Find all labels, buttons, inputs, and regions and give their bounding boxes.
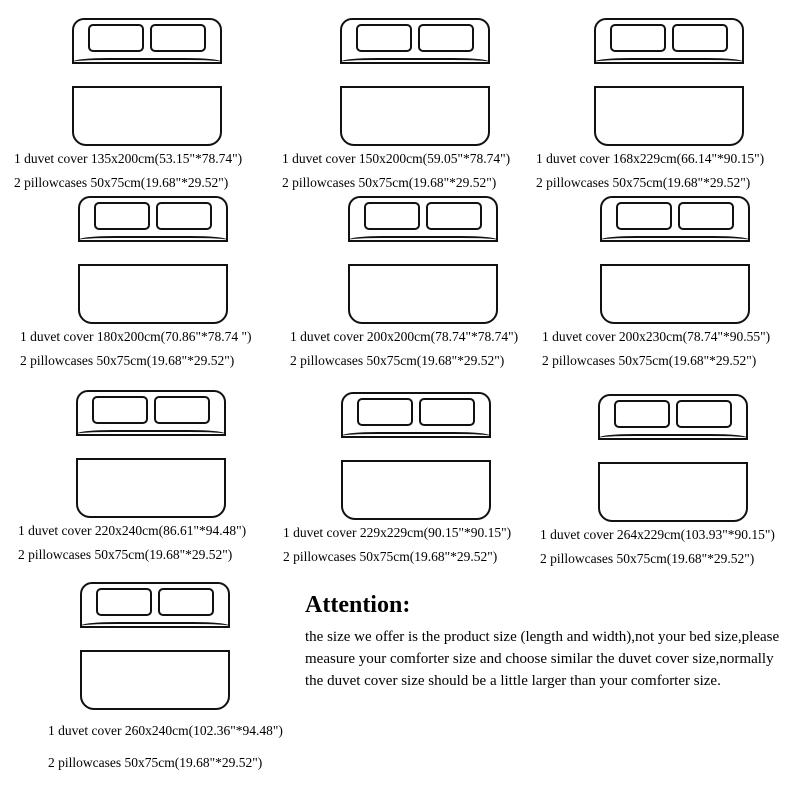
pillow-left-icon xyxy=(94,202,150,230)
duvet-body xyxy=(354,266,492,322)
duvet-size-text: 1 duvet cover 260x240cm(102.36"*94.48") xyxy=(48,723,283,738)
pillow-right-icon xyxy=(158,588,214,616)
pillow-left-icon xyxy=(610,24,666,52)
duvet-fold-curve xyxy=(80,626,230,652)
pillow-area xyxy=(88,202,218,232)
duvet-size-text: 1 duvet cover 229x229cm(90.15"*90.15") xyxy=(283,525,512,540)
pillow-right-icon xyxy=(678,202,734,230)
bed-icon xyxy=(348,196,498,324)
duvet-size-text: 1 duvet cover 200x200cm(78.74"*78.74") xyxy=(290,329,519,344)
attention-body: the size we offer is the product size (length and width),not your bed size,please measure your comforter size and choose similar the duvet cover size,normally the duvet cover size should be a little larger than your comforter size. xyxy=(305,629,780,689)
size-option-150x200 xyxy=(282,18,548,189)
pillowcase-size-text: 2 pillowcases 50x75cm(19.68"*29.52") xyxy=(14,174,229,190)
duvet-fold-curve xyxy=(594,62,744,88)
duvet-body xyxy=(347,462,485,518)
duvet-body xyxy=(600,88,738,144)
bed-illustration-wrap xyxy=(290,196,556,324)
size-caption xyxy=(18,524,284,561)
attention-heading: Attention: xyxy=(305,592,411,618)
bed-illustration-wrap xyxy=(18,390,284,518)
duvet-body xyxy=(82,460,220,516)
duvet-size-text: 1 duvet cover 200x230cm(78.74"*90.55") xyxy=(542,329,771,344)
pillow-area xyxy=(604,24,734,54)
size-caption xyxy=(536,152,800,189)
bed-illustration-wrap xyxy=(282,18,548,146)
pillow-right-icon xyxy=(418,24,474,52)
duvet-fold-curve xyxy=(598,438,748,464)
bed-icon xyxy=(76,390,226,518)
duvet-fold-curve xyxy=(340,62,490,88)
duvet-body xyxy=(84,266,222,322)
bed-icon xyxy=(341,392,491,520)
bed-icon xyxy=(600,196,750,324)
pillow-area xyxy=(86,396,216,426)
pillowcase-size-text: 2 pillowcases 50x75cm(19.68"*29.52") xyxy=(48,754,263,770)
pillowcase-size-text: 2 pillowcases 50x75cm(19.68"*29.52") xyxy=(282,174,497,190)
size-option-220x240 xyxy=(18,390,284,561)
attention-block xyxy=(305,592,785,692)
pillow-right-icon xyxy=(676,400,732,428)
pillowcase-size-text: 2 pillowcases 50x75cm(19.68"*29.52") xyxy=(283,548,498,564)
pillow-area xyxy=(351,398,481,428)
pillow-area xyxy=(610,202,740,232)
pillow-left-icon xyxy=(88,24,144,52)
size-caption xyxy=(14,152,280,189)
size-caption xyxy=(48,724,288,769)
duvet-size-text: 1 duvet cover 180x200cm(70.86"*78.74 ") xyxy=(20,329,252,344)
size-caption xyxy=(282,152,548,189)
bed-illustration-wrap xyxy=(22,582,288,710)
pillow-area xyxy=(358,202,488,232)
pillow-left-icon xyxy=(364,202,420,230)
size-caption xyxy=(540,528,800,565)
size-option-264x229 xyxy=(540,394,800,565)
pillowcase-size-text: 2 pillowcases 50x75cm(19.68"*29.52") xyxy=(290,352,505,368)
duvet-fold-curve xyxy=(76,434,226,460)
size-option-180x200 xyxy=(20,196,286,367)
bed-icon xyxy=(594,18,744,146)
bed-icon xyxy=(72,18,222,146)
pillow-left-icon xyxy=(356,24,412,52)
pillow-right-icon xyxy=(419,398,475,426)
bed-icon xyxy=(340,18,490,146)
duvet-body xyxy=(86,652,224,708)
size-option-200x200 xyxy=(290,196,556,367)
size-option-200x230 xyxy=(542,196,800,367)
bed-illustration-wrap xyxy=(540,394,800,522)
pillow-right-icon xyxy=(154,396,210,424)
bed-illustration-wrap xyxy=(14,18,280,146)
pillow-left-icon xyxy=(357,398,413,426)
duvet-size-text: 1 duvet cover 135x200cm(53.15"*78.74") xyxy=(14,151,243,166)
duvet-fold-curve xyxy=(600,240,750,266)
duvet-body xyxy=(346,88,484,144)
duvet-size-text: 1 duvet cover 168x229cm(66.14"*90.15") xyxy=(536,151,765,166)
bed-icon xyxy=(80,582,230,710)
duvet-size-text: 1 duvet cover 220x240cm(86.61"*94.48") xyxy=(18,523,247,538)
pillow-right-icon xyxy=(156,202,212,230)
duvet-body xyxy=(606,266,744,322)
pillow-right-icon xyxy=(150,24,206,52)
pillowcase-size-text: 2 pillowcases 50x75cm(19.68"*29.52") xyxy=(20,352,235,368)
size-option-135x200 xyxy=(14,18,280,189)
size-caption xyxy=(20,330,286,367)
size-caption xyxy=(542,330,800,367)
pillow-area xyxy=(82,24,212,54)
size-option-260x240 xyxy=(22,582,288,769)
bed-illustration-wrap xyxy=(20,196,286,324)
pillow-left-icon xyxy=(616,202,672,230)
duvet-body xyxy=(78,88,216,144)
size-option-229x229 xyxy=(283,392,549,563)
duvet-fold-curve xyxy=(341,436,491,462)
duvet-size-text: 1 duvet cover 150x200cm(59.05"*78.74") xyxy=(282,151,511,166)
duvet-body xyxy=(604,464,742,520)
bed-icon xyxy=(598,394,748,522)
duvet-size-text: 1 duvet cover 264x229cm(103.93"*90.15") xyxy=(540,527,775,542)
size-option-168x229 xyxy=(536,18,800,189)
pillowcase-size-text: 2 pillowcases 50x75cm(19.68"*29.52") xyxy=(536,174,751,190)
pillow-right-icon xyxy=(672,24,728,52)
pillow-area xyxy=(608,400,738,430)
pillow-left-icon xyxy=(614,400,670,428)
pillowcase-size-text: 2 pillowcases 50x75cm(19.68"*29.52") xyxy=(18,546,233,562)
pillow-area xyxy=(350,24,480,54)
pillow-area xyxy=(90,588,220,618)
bed-illustration-wrap xyxy=(542,196,800,324)
duvet-fold-curve xyxy=(78,240,228,266)
pillow-right-icon xyxy=(426,202,482,230)
size-caption xyxy=(283,526,549,563)
bed-illustration-wrap xyxy=(283,392,549,520)
duvet-fold-curve xyxy=(348,240,498,266)
duvet-fold-curve xyxy=(72,62,222,88)
bed-icon xyxy=(78,196,228,324)
size-caption xyxy=(290,330,556,367)
pillow-left-icon xyxy=(96,588,152,616)
pillowcase-size-text: 2 pillowcases 50x75cm(19.68"*29.52") xyxy=(540,550,755,566)
bed-illustration-wrap xyxy=(536,18,800,146)
pillowcase-size-text: 2 pillowcases 50x75cm(19.68"*29.52") xyxy=(542,352,757,368)
pillow-left-icon xyxy=(92,396,148,424)
